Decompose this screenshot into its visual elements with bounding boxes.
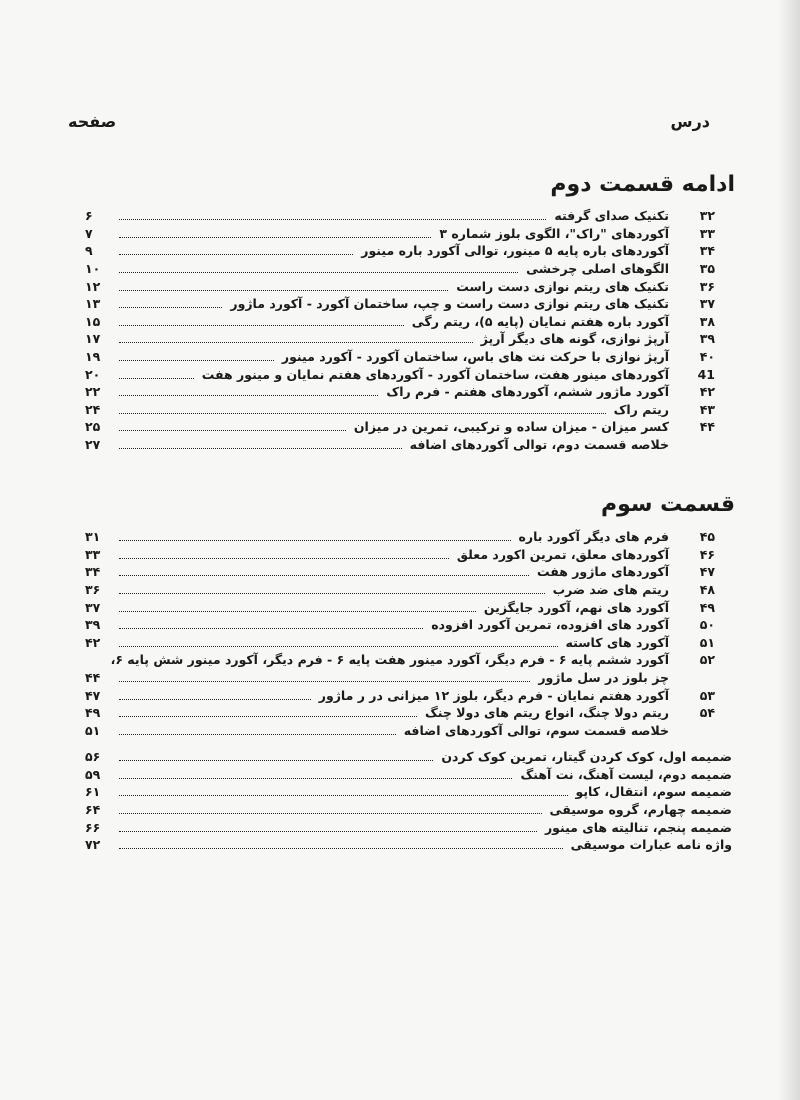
page-number: ۴۷ [85, 687, 101, 703]
toc-entry [85, 207, 715, 225]
dot-leader [119, 681, 530, 682]
entry-title: آکورد هفتم نمایان - فرم دیگر، بلوز ۱۲ میزانی در ر ماژور [318, 687, 669, 703]
dot-leader [119, 219, 546, 220]
page-number: ۳۷ [85, 599, 101, 615]
entry-title: آکورد های افزوده، تمرین آکورد افزوده [431, 617, 669, 633]
toc-entry [85, 686, 715, 704]
lesson-number: ۴۸ [699, 582, 715, 598]
lesson-number: ۵۱ [699, 634, 715, 650]
entry-title: ریتم دولا چنگ، انواع ریتم های دولا چنگ [424, 705, 669, 721]
lesson-number: ۴۲ [699, 384, 715, 400]
entry-title: آکورد های کاسته [565, 634, 669, 650]
toc-entry [85, 365, 715, 383]
page-number: ۱۷ [85, 331, 101, 347]
entry-title: آرپژ نوازی، گونه های دیگر آرپژ [480, 331, 669, 347]
dot-leader [119, 290, 448, 291]
dot-leader [119, 325, 404, 326]
entry-title: ضمیمه سوم، انتقال، کاپو [575, 784, 732, 800]
lesson-number: ۳۵ [699, 261, 715, 277]
dot-leader [119, 831, 537, 832]
dot-leader [119, 813, 542, 814]
entry-title: خلاصه قسمت سوم، توالی آکوردهای اضافه [403, 722, 669, 738]
lesson-number: ۵۰ [699, 617, 715, 633]
lesson-number: 41 [697, 366, 715, 382]
page-number: ۷۲ [85, 837, 101, 853]
dot-leader [119, 540, 511, 541]
entry-title: آرپژ نوازی با حرکت نت های باس، ساختمان آکورد - آکورد مینور [281, 349, 669, 365]
lesson-column-header: درس [670, 112, 710, 131]
entry-title: ضمیمه پنجم، تنالیته های مینور [544, 819, 732, 835]
dot-leader [119, 848, 563, 849]
section-title-part2: ادامه قسمت دوم [550, 172, 735, 197]
page-number: ۴۴ [85, 670, 101, 686]
toc-entry [85, 330, 715, 348]
page-number: ۵۹ [85, 766, 101, 782]
toc-entry [85, 348, 715, 366]
toc-entry [85, 634, 715, 652]
page-number: ۷ [85, 225, 93, 241]
page-number: ۳۱ [85, 529, 101, 545]
dot-leader [119, 307, 222, 308]
page-number: ۳۶ [85, 582, 101, 598]
entry-title: تکنیک های ریتم نوازی دست راست و چپ، ساختمان آکورد - آکورد ماژور [230, 296, 669, 312]
toc-part3-list [85, 528, 715, 739]
page-number: ۴۲ [85, 634, 101, 650]
toc-entry [85, 836, 732, 854]
lesson-number: ۴۵ [699, 529, 715, 545]
section-title-part3: قسمت سوم [600, 492, 735, 517]
page-number: ۵۱ [85, 722, 101, 738]
entry-title: ضمیمه دوم، لیست آهنگ، نت آهنگ [520, 766, 732, 782]
lesson-number: ۳۲ [699, 208, 715, 224]
page-number: ۳۴ [85, 564, 101, 580]
lesson-number: ۳۳ [699, 225, 715, 241]
page-number: ۱۹ [85, 349, 101, 365]
toc-entry [85, 401, 715, 419]
entry-title: خلاصه قسمت دوم، توالی آکوردهای اضافه [409, 437, 669, 453]
dot-leader [119, 699, 311, 700]
page-number: ۶۱ [85, 784, 101, 800]
page-number: ۲۲ [85, 384, 101, 400]
page-number: ۲۰ [85, 366, 101, 382]
entry-title: ریتم های ضد ضرب [552, 582, 669, 598]
toc-entry [85, 436, 715, 454]
entry-title: ریتم راک [613, 401, 669, 417]
entry-title: آکوردهای مینور هفت، ساختمان آکورد - آکوردهای هفتم نمایان و مینور هفت [201, 366, 669, 382]
toc-entry [85, 669, 715, 687]
toc-entry [85, 260, 715, 278]
toc-entry [85, 651, 715, 669]
toc-entry [85, 766, 732, 784]
entry-title: آکوردهای باره پایه ۵ مینور، توالی آکورد باره مینور [361, 243, 669, 259]
lesson-number: ۳۶ [699, 278, 715, 294]
toc-entry [85, 748, 732, 766]
toc-entry [85, 225, 715, 243]
page-number: ۱۳ [85, 296, 101, 312]
toc-entry [85, 277, 715, 295]
lesson-number: ۴۴ [699, 419, 715, 435]
dot-leader [119, 448, 402, 449]
page-number: ۲۴ [85, 401, 101, 417]
lesson-number: ۴۳ [699, 401, 715, 417]
toc-entry [85, 818, 732, 836]
entry-title: چز بلوز در سل ماژور [538, 670, 669, 686]
toc-entry [85, 563, 715, 581]
entry-title: فرم های دیگر آکورد باره [518, 529, 669, 545]
dot-leader [119, 254, 353, 255]
page-column-header: صفحه [68, 112, 117, 131]
dot-leader [119, 611, 476, 612]
dot-leader [119, 716, 417, 717]
entry-title: آکوردهای ماژور هفت [536, 564, 669, 580]
lesson-number: ۴۶ [699, 546, 715, 562]
page-number: ۶۴ [85, 802, 101, 818]
toc-entry [85, 313, 715, 331]
dot-leader [119, 628, 423, 629]
page-binding-shadow [778, 0, 800, 1100]
page-number: ۶۶ [85, 819, 101, 835]
toc-entry [85, 418, 715, 436]
toc-appendices-list [85, 748, 732, 854]
dot-leader [119, 593, 545, 594]
toc-entry [85, 616, 715, 634]
page-number: ۱۵ [85, 313, 101, 329]
dot-leader [119, 378, 194, 379]
dot-leader [119, 360, 274, 361]
page-number: ۵۶ [85, 749, 101, 765]
lesson-number: ۳۴ [699, 243, 715, 259]
dot-leader [119, 795, 568, 796]
entry-title: ضمیمه اول، کوک کردن گیتار، تمرین کوک کردن [441, 749, 732, 765]
page-number: ۶ [85, 208, 93, 224]
dot-leader [119, 734, 396, 735]
page-number: ۲۷ [85, 437, 101, 453]
entry-title: آکوردهای "راک"، الگوی بلوز شماره ۳ [439, 225, 669, 241]
dot-leader [119, 575, 529, 576]
lesson-number: ۴۰ [699, 349, 715, 365]
entry-title: آکورد ماژور ششم، آکوردهای هفتم - فرم راک [386, 384, 669, 400]
toc-entry [85, 581, 715, 599]
toc-part2-list [85, 207, 715, 453]
lesson-number: ۵۲ [699, 652, 715, 668]
dot-leader [119, 413, 606, 414]
lesson-number: ۴۷ [699, 564, 715, 580]
page-number: ۹ [85, 243, 93, 259]
entry-title: آکورد باره هفتم نمایان (پایه ۵)، ریتم رگی [411, 313, 669, 329]
toc-entry [85, 598, 715, 616]
entry-title: آکوردهای معلق، تمرین اکورد معلق [456, 546, 669, 562]
lesson-number: ۵۳ [699, 687, 715, 703]
dot-leader [119, 778, 512, 779]
toc-entry [85, 242, 715, 260]
lesson-number: ۳۷ [699, 296, 715, 312]
entry-title: کسر میزان - میزان ساده و ترکیبی، تمرین در میزان [353, 419, 669, 435]
page-number: ۱۲ [85, 278, 101, 294]
dot-leader [119, 760, 433, 761]
toc-entry [85, 383, 715, 401]
entry-title: تکنیک صدای گرفته [554, 208, 669, 224]
dot-leader [119, 430, 346, 431]
page-number: ۲۵ [85, 419, 101, 435]
entry-title: ضمیمه چهارم، گروه موسیقی [549, 802, 732, 818]
dot-leader [119, 272, 518, 273]
entry-title: تکنیک های ریتم نوازی دست راست [456, 278, 669, 294]
page-number: ۳۹ [85, 617, 101, 633]
entry-title: الگوهای اصلی چرخشی [526, 261, 669, 277]
toc-entry [85, 783, 732, 801]
toc-entry [85, 295, 715, 313]
toc-entry [85, 801, 732, 819]
dot-leader [119, 395, 378, 396]
entry-title: واژه نامه عبارات موسیقی [570, 837, 732, 853]
toc-entry [85, 546, 715, 564]
toc-entry [85, 722, 715, 740]
dot-leader [119, 342, 473, 343]
page-number: ۴۹ [85, 705, 101, 721]
lesson-number: ۵۴ [699, 705, 715, 721]
page-number: ۳۳ [85, 546, 101, 562]
page-number: ۱۰ [85, 261, 101, 277]
entry-title: آکورد های نهم، آکورد جایگزین [483, 599, 669, 615]
lesson-number: ۴۹ [699, 599, 715, 615]
dot-leader [119, 646, 558, 647]
dot-leader [119, 558, 449, 559]
toc-entry [85, 528, 715, 546]
toc-entry [85, 704, 715, 722]
lesson-number: ۳۸ [699, 313, 715, 329]
lesson-number: ۳۹ [699, 331, 715, 347]
dot-leader [119, 237, 431, 238]
entry-title: آکورد ششم پایه ۶ - فرم دیگر، آکورد مینور هفت پایه ۶ - فرم دیگر، آکورد مینور شش پایه ۶، [110, 652, 669, 668]
